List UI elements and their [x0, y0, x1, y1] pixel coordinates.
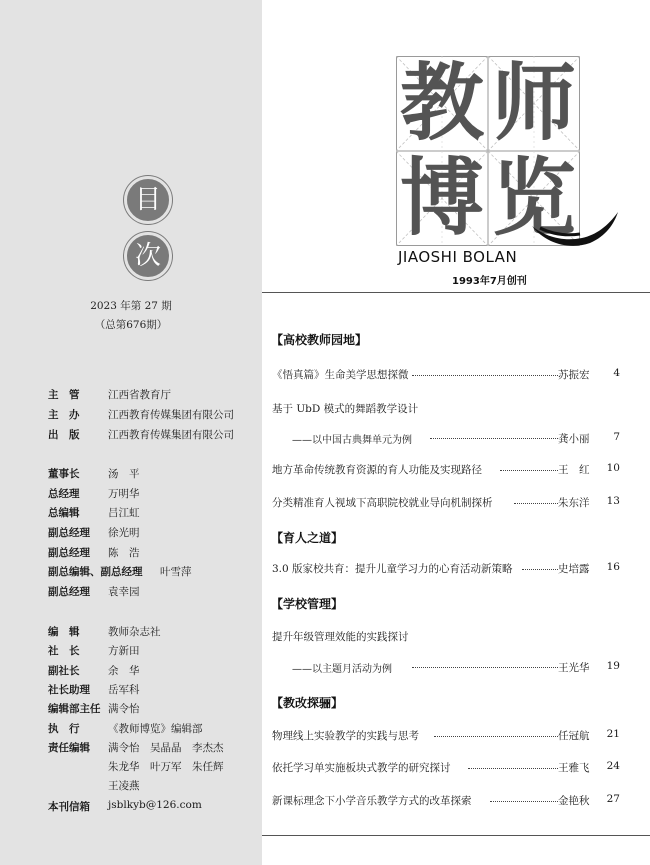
masthead-char: 博 — [399, 149, 484, 247]
toc-author: 龚小丽 — [558, 433, 590, 445]
toc-page-number: 7 — [613, 431, 620, 443]
toc-page-number: 16 — [606, 561, 620, 573]
toc-section-heading: 【育人之道】 — [271, 531, 344, 545]
toc-leader — [412, 375, 558, 376]
divider — [262, 292, 650, 293]
divider — [262, 835, 650, 836]
toc-page-number: 19 — [606, 660, 620, 672]
masthead-char: 教 — [399, 54, 484, 152]
toc-article-title[interactable]: 3.0 版家校共育：提升儿童学习力的心育活动新策略 — [272, 563, 513, 575]
toc-article-title[interactable]: 基于 UbD 模式的舞蹈教学设计 — [272, 403, 419, 415]
toc-page-number: 13 — [606, 495, 620, 507]
toc-article-title[interactable]: 新课标理念下小学音乐教学方式的改革探索 — [272, 795, 472, 807]
toc-article-title[interactable]: 分类精准育人视域下高职院校就业导向机制探析 — [272, 497, 493, 509]
masthead-pinyin: JIAOSHI BOLAN — [398, 248, 518, 266]
issue-total: （总第676期） — [94, 319, 168, 331]
brush-stroke-icon — [530, 208, 622, 248]
toc-author: 苏振宏 — [558, 369, 590, 381]
toc-leader — [430, 438, 558, 439]
toc-author: 任冠航 — [558, 730, 590, 742]
toc-article-subtitle: ——以主题月活动为例 — [292, 664, 392, 675]
masthead-char: 师 — [491, 54, 576, 152]
masthead-char: 览 — [491, 149, 576, 247]
toc-page-number: 4 — [613, 367, 620, 379]
contents-seal-ci: 次 — [124, 232, 172, 280]
toc-author: 朱东洋 — [558, 497, 590, 509]
toc-leader — [514, 503, 558, 504]
toc-page-number: 24 — [606, 760, 620, 772]
toc-leader — [522, 569, 558, 570]
toc-leader — [468, 768, 558, 769]
toc-article-title[interactable]: 依托学习单实施板块式教学的研究探讨 — [272, 762, 451, 774]
toc-author: 王光华 — [558, 662, 590, 674]
toc-page-number: 21 — [606, 728, 620, 740]
toc-leader — [412, 667, 558, 668]
contents-seal-mu: 目 — [124, 176, 172, 224]
toc-author: 王雅飞 — [558, 762, 590, 774]
toc-leader — [490, 801, 558, 802]
toc-section-heading: 【学校管理】 — [271, 597, 344, 611]
toc-leader — [500, 470, 558, 471]
toc-author: 王 红 — [558, 464, 590, 476]
toc-page-number: 10 — [606, 462, 620, 474]
toc-article-title[interactable]: 物理线上实验教学的实践与思考 — [272, 730, 419, 742]
toc-author: 史培露 — [558, 563, 590, 575]
toc-article-title[interactable]: 提升年级管理效能的实践探讨 — [272, 631, 409, 643]
toc-page-number: 27 — [606, 793, 620, 805]
toc-section-heading: 【教改探骊】 — [271, 696, 344, 710]
issue-number: 2023 年第 27 期 — [90, 300, 172, 312]
founded-date: 1993年7月创刊 — [452, 276, 527, 287]
toc-author: 金艳秋 — [558, 795, 590, 807]
toc-section-heading: 【高校教师园地】 — [271, 333, 368, 347]
toc-article-title[interactable]: 地方革命传统教育资源的育人功能及实现路径 — [272, 464, 482, 476]
toc-article-title[interactable]: 《悟真篇》生命美学思想探微 — [272, 369, 409, 381]
toc-article-subtitle: ——以中国古典舞单元为例 — [292, 435, 412, 446]
toc-leader — [434, 736, 558, 737]
